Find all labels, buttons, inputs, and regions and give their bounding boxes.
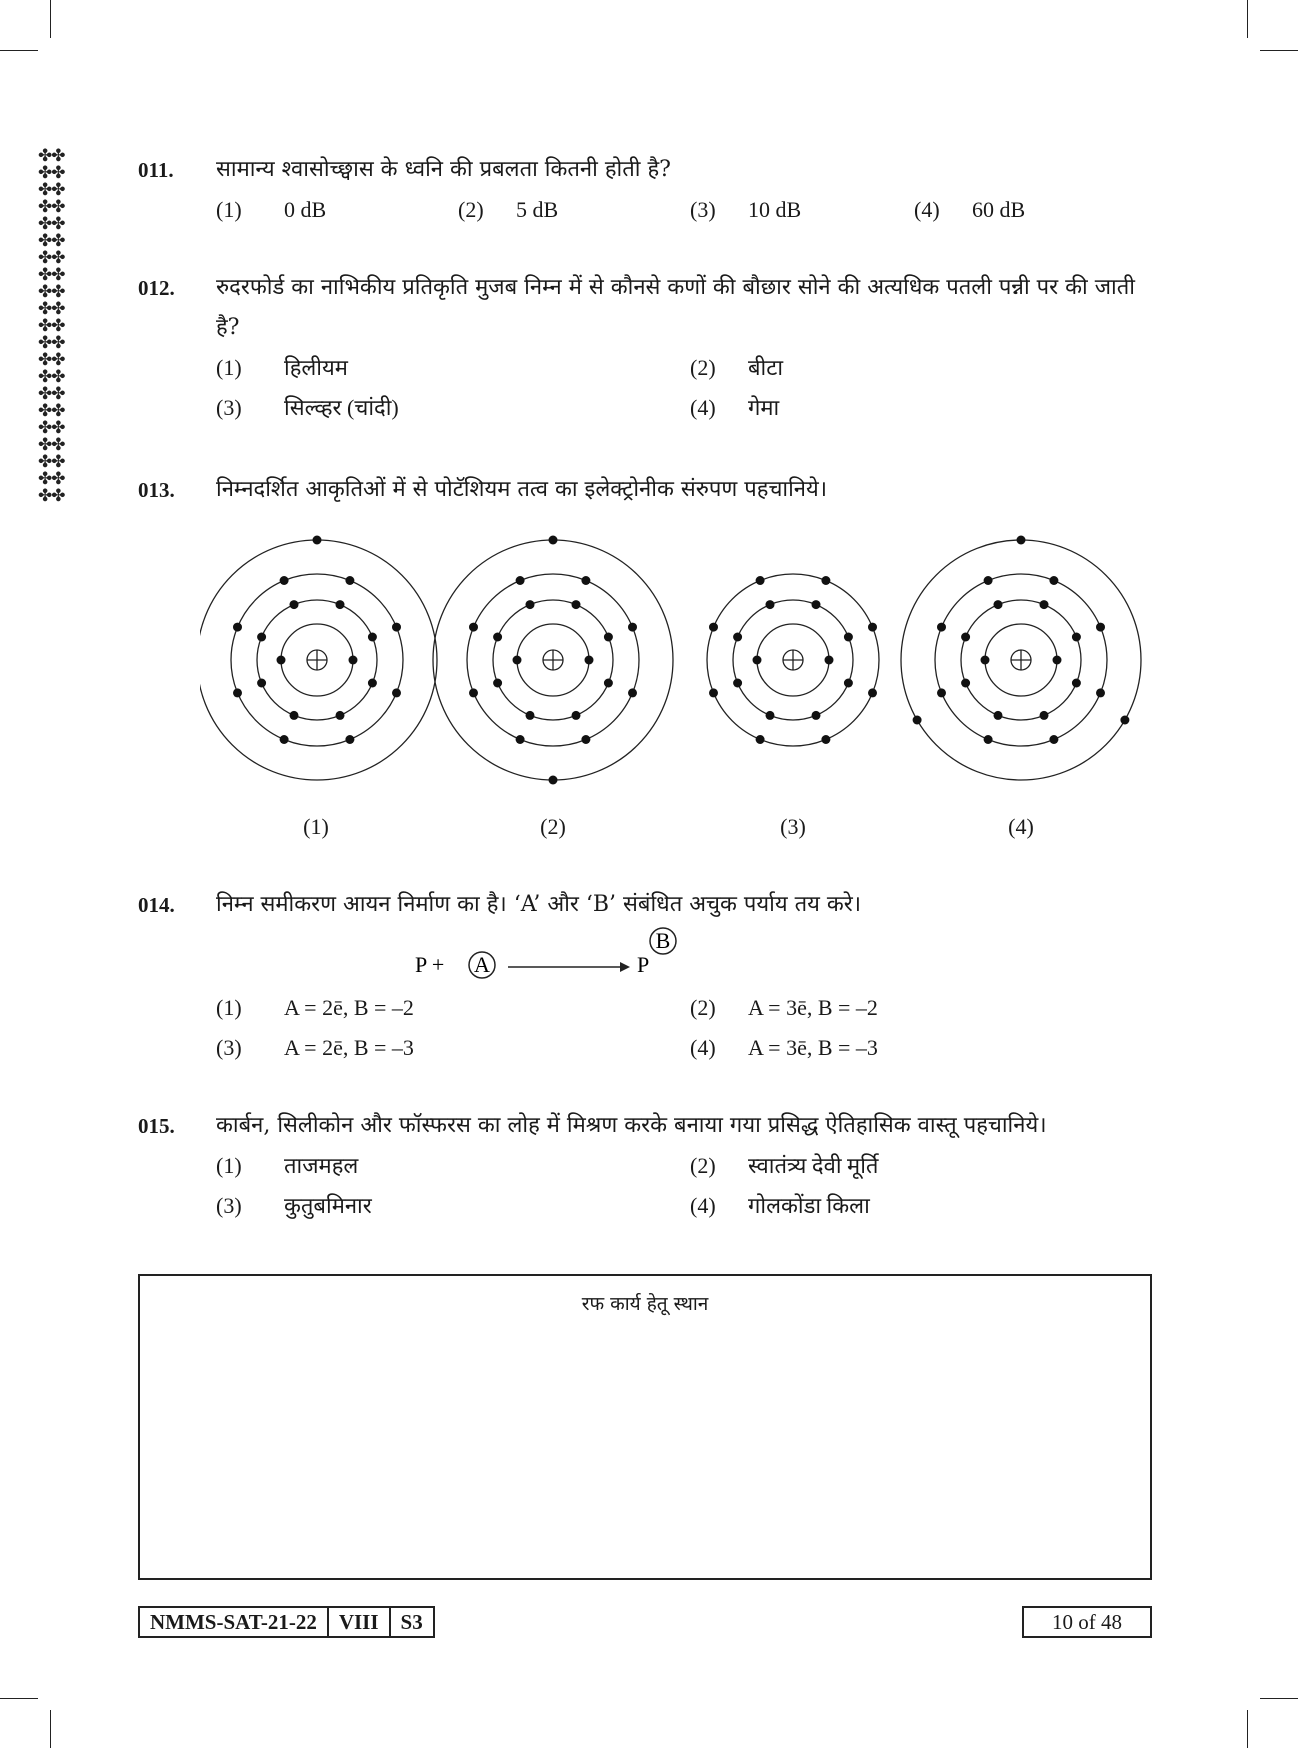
electron	[526, 711, 535, 720]
electron	[1053, 656, 1062, 665]
flower-icon: ✤✤	[38, 248, 65, 268]
flower-icon: ✤✤	[38, 265, 65, 285]
decorative-border	[38, 148, 94, 505]
question-12	[138, 268, 1162, 428]
option-row	[216, 348, 1162, 388]
flower-icon: ✤✤	[38, 333, 65, 353]
electron	[513, 656, 522, 665]
electron	[493, 633, 502, 642]
question-text: निम्नदर्शित आकृतिओं में से पोटॅशियम तत्व का इलेक्ट्रोनीक संरुपण पहचानिये।	[216, 477, 828, 502]
electron	[392, 688, 401, 697]
electron	[821, 576, 830, 585]
question-number: 015.	[138, 1114, 175, 1138]
option-4[interactable]: (4) गोलकोंडा किला	[690, 1193, 870, 1218]
electron	[937, 688, 946, 697]
electron	[257, 679, 266, 688]
option-2[interactable]: (2) A = 3ē, B = –2	[690, 995, 878, 1020]
crop-mark	[50, 1710, 51, 1748]
electron	[812, 600, 821, 609]
flower-icon: ✤✤	[38, 401, 65, 421]
option-3[interactable]: (3) सिल्व्हर (चांदी)	[216, 395, 399, 420]
electron	[493, 679, 502, 688]
flower-icon: ✤✤	[38, 282, 65, 302]
electron	[345, 735, 354, 744]
option-2[interactable]: (2) बीटा	[690, 355, 784, 380]
crop-mark	[1260, 1698, 1298, 1699]
electron	[585, 656, 594, 665]
electron	[1096, 623, 1105, 632]
option-3[interactable]: (3) कुतुबमिनार	[216, 1193, 372, 1218]
option-row	[216, 388, 1162, 428]
flower-icon: ✤✤	[38, 486, 65, 506]
electron	[766, 600, 775, 609]
atom-diagrams	[200, 510, 1160, 850]
electron	[526, 600, 535, 609]
electron	[368, 633, 377, 642]
question-13	[138, 470, 1162, 510]
flower-icon: ✤✤	[38, 452, 65, 472]
electron	[825, 656, 834, 665]
electron	[1049, 735, 1058, 744]
electron	[1072, 633, 1081, 642]
electron	[709, 688, 718, 697]
electron	[257, 633, 266, 642]
question-text: सामान्य श्वासोच्छ्वास के ध्वनि की प्रबलता कितनी होती है?	[216, 157, 671, 182]
electron	[1072, 679, 1081, 688]
crop-mark	[0, 50, 38, 51]
equation-a: A	[474, 952, 490, 977]
electron	[345, 576, 354, 585]
electron	[937, 623, 946, 632]
electron	[280, 735, 289, 744]
electron	[469, 688, 478, 697]
electron	[844, 679, 853, 688]
equation-product: P	[637, 952, 650, 977]
option-1[interactable]: (1) 0 dB	[216, 197, 327, 222]
electron	[280, 576, 289, 585]
electron	[1040, 711, 1049, 720]
option-row	[216, 988, 1162, 1028]
electron	[604, 679, 613, 688]
electron	[581, 576, 590, 585]
electron	[313, 536, 322, 545]
question-11	[138, 150, 1162, 230]
page-number: 10 of 48	[1022, 1606, 1152, 1638]
ion-equation	[410, 925, 690, 985]
electron	[766, 711, 775, 720]
electron	[961, 633, 970, 642]
electron	[844, 633, 853, 642]
flower-icon: ✤✤	[38, 214, 65, 234]
electron	[994, 711, 1003, 720]
electron	[233, 688, 242, 697]
equation-lhs: P +	[415, 952, 445, 977]
rough-work-box[interactable]	[138, 1274, 1152, 1580]
question-number: 013.	[138, 478, 175, 502]
atom-figure-2	[433, 536, 673, 785]
question-text: रुदरफोर्ड का नाभिकीय प्रतिकृति मुजब निम्न में से कौनसे कणों की बौछार सोने की अत्यधिक पतली पन्नी पर की जाती है?	[216, 275, 1135, 340]
option-4[interactable]: (4) 60 dB	[914, 197, 1026, 222]
electron	[868, 688, 877, 697]
question-text: निम्न समीकरण आयन निर्माण का है। ‘A’ और ‘B’ संबंधित अचुक पर्याय तय करे।	[216, 892, 862, 917]
option-row	[216, 1146, 1162, 1186]
electron	[277, 656, 286, 665]
electron	[469, 623, 478, 632]
flower-icon: ✤✤	[38, 469, 65, 489]
electron	[572, 711, 581, 720]
option-row	[216, 1186, 1162, 1226]
flower-icon: ✤✤	[38, 350, 65, 370]
electron	[1096, 688, 1105, 697]
question-15	[138, 1106, 1162, 1226]
flower-icon: ✤✤	[38, 231, 65, 251]
option-3[interactable]: (3) 10 dB	[690, 197, 802, 222]
flower-icon: ✤✤	[38, 299, 65, 319]
atom-figure-4	[901, 536, 1141, 781]
rough-work-title: रफ कार्य हेतू स्थान	[581, 1293, 709, 1315]
option-1[interactable]: (1) हिलीयम	[216, 355, 348, 380]
option-2[interactable]: (2) 5 dB	[458, 197, 559, 222]
option-4[interactable]: (4) गेमा	[690, 395, 780, 420]
question-14	[138, 885, 1162, 925]
figure-label-1: (1)	[303, 814, 329, 839]
electron	[628, 623, 637, 632]
flower-icon: ✤✤	[38, 180, 65, 200]
electron	[1120, 716, 1129, 725]
electron	[1017, 536, 1026, 545]
figure-label-3: (3)	[780, 814, 806, 839]
crop-mark	[1247, 0, 1248, 38]
electron	[1049, 576, 1058, 585]
electron	[572, 600, 581, 609]
flower-icon: ✤✤	[38, 384, 65, 404]
question-14-options	[138, 988, 1162, 1068]
question-text: कार्बन, सिलीकोन और फॉस्फरस का लोह में मिश्रण करके बनाया गया प्रसिद्ध ऐतिहासिक वास्तू पहचानिये।	[216, 1113, 1047, 1138]
state-code: S3	[400, 1610, 423, 1634]
flower-icon: ✤✤	[38, 435, 65, 455]
option-1[interactable]: (1) A = 2ē, B = –2	[216, 995, 414, 1020]
electron	[368, 679, 377, 688]
electron	[756, 735, 765, 744]
electron	[290, 600, 299, 609]
crop-mark	[1247, 1710, 1248, 1748]
flower-icon: ✤✤	[38, 163, 65, 183]
figure-label-4: (4)	[1008, 814, 1034, 839]
electron	[349, 656, 358, 665]
question-number: 014.	[138, 893, 175, 917]
electron	[516, 576, 525, 585]
crop-mark	[0, 1698, 38, 1699]
electron	[392, 623, 401, 632]
electron	[628, 688, 637, 697]
electron	[984, 576, 993, 585]
arrow-head-icon	[620, 962, 630, 972]
electron	[733, 633, 742, 642]
exam-code-box	[138, 1606, 435, 1638]
crop-mark	[1260, 50, 1298, 51]
electron	[756, 576, 765, 585]
electron	[581, 735, 590, 744]
exam-code: NMMS-SAT-21-22	[140, 1608, 329, 1636]
electron	[549, 776, 558, 785]
electron	[868, 623, 877, 632]
electron	[981, 656, 990, 665]
electron	[733, 679, 742, 688]
option-4[interactable]: (4) A = 3ē, B = –3	[690, 1035, 878, 1060]
electron	[984, 735, 993, 744]
flower-icon: ✤✤	[38, 146, 65, 166]
option-row	[216, 190, 1162, 230]
atom-figure-3	[707, 574, 879, 746]
equation-b: B	[655, 928, 671, 953]
electron	[549, 536, 558, 545]
standard: VIII	[329, 1608, 391, 1636]
option-2[interactable]: (2) स्वातंत्र्य देवी मूर्ति	[690, 1153, 879, 1178]
electron	[913, 716, 922, 725]
flower-icon: ✤✤	[38, 418, 65, 438]
electron	[961, 679, 970, 688]
option-3[interactable]: (3) A = 2ē, B = –3	[216, 1035, 414, 1060]
flower-icon: ✤✤	[38, 316, 65, 336]
electron	[1040, 600, 1049, 609]
figure-label-2: (2)	[540, 814, 566, 839]
electron	[753, 656, 762, 665]
option-row	[216, 1028, 1162, 1068]
atom-figure-1	[200, 536, 437, 781]
flower-icon: ✤✤	[38, 367, 65, 387]
electron	[994, 600, 1003, 609]
option-1[interactable]: (1) ताजमहल	[216, 1153, 359, 1178]
electron	[290, 711, 299, 720]
electron	[233, 623, 242, 632]
flower-icon: ✤✤	[38, 197, 65, 217]
electron	[516, 735, 525, 744]
electron	[812, 711, 821, 720]
crop-mark	[50, 0, 51, 38]
electron	[336, 600, 345, 609]
electron	[604, 633, 613, 642]
electron	[821, 735, 830, 744]
electron	[709, 623, 718, 632]
question-number: 011.	[138, 158, 174, 182]
electron	[336, 711, 345, 720]
question-number: 012.	[138, 276, 175, 300]
